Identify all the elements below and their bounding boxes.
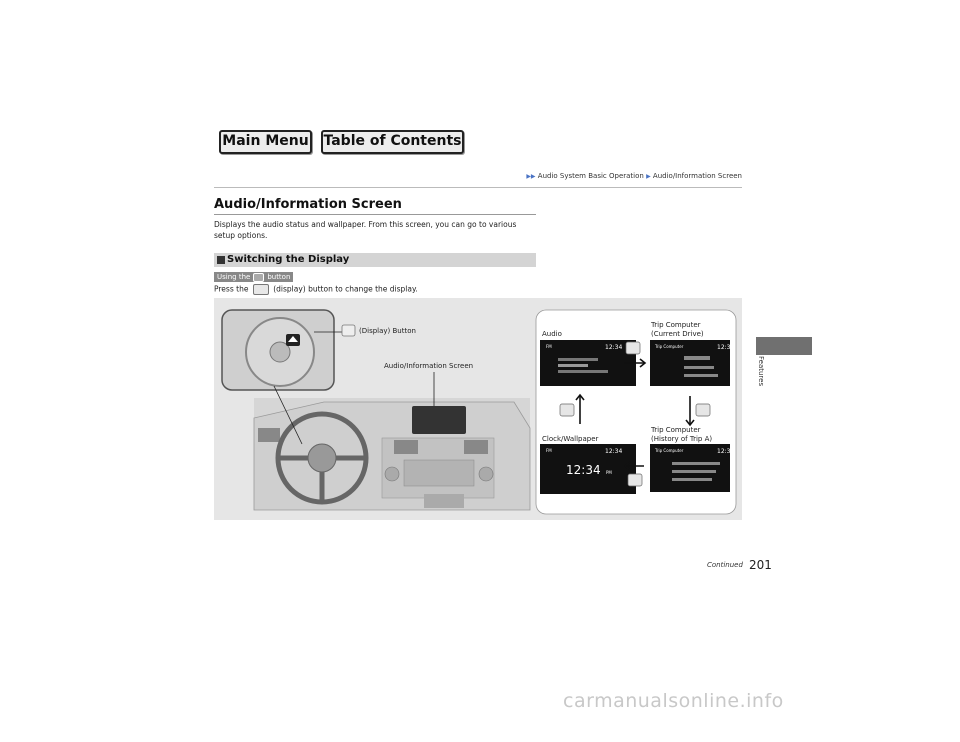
trip-history-time: 12:34 [717, 448, 735, 455]
audio-fm-label: FM [546, 344, 552, 349]
trip-current-label-2: (Current Drive) [651, 330, 704, 338]
breadcrumb-arrow-icon: ▶▶ [526, 173, 536, 180]
clock-wallpaper-label: Clock/Wallpaper [542, 435, 599, 443]
using-prefix: Using the [217, 273, 251, 281]
header-divider [214, 187, 742, 188]
breadcrumb-arrow-icon: ▶ [646, 173, 651, 180]
display-button-icon [696, 404, 710, 416]
features-tab[interactable] [756, 337, 812, 355]
steering-wheel-closeup [222, 310, 334, 390]
trip-current-label-1: Trip Computer [651, 321, 701, 329]
dashboard-drawing [254, 398, 530, 510]
table-of-contents-button[interactable]: Table of Contents [321, 130, 464, 154]
display-button-icon [253, 273, 264, 282]
trip-current-time: 12:34 [717, 344, 735, 351]
audio-info-screen-label: Audio/Information Screen [384, 362, 474, 370]
display-button-icon [253, 284, 269, 295]
clock-screen-time: 12:34 [605, 448, 623, 455]
section-heading [214, 253, 536, 267]
clock-big-time: 12:34 [566, 463, 601, 477]
title-underline [214, 214, 536, 215]
section-title: Switching the Display [227, 254, 350, 265]
audio-label: Audio [542, 330, 562, 338]
trip-history-header: Trip Computer [655, 448, 684, 453]
breadcrumb-item-audio-info[interactable]: Audio/Information Screen [652, 172, 742, 180]
press-instruction [214, 284, 418, 295]
press-before: Press the [214, 284, 249, 294]
dashboard-figure [214, 298, 742, 520]
display-button-icon [626, 342, 640, 354]
trip-history-label-2: (History of Trip A) [651, 435, 713, 443]
trip-history-label-1: Trip Computer [651, 426, 701, 434]
watermark: carmanualsonline.info [563, 690, 784, 712]
using-button-tag [214, 272, 293, 282]
page-title: Audio/Information Screen [214, 197, 402, 212]
continued-label: Continued [707, 561, 743, 569]
breadcrumb [526, 172, 742, 180]
press-after: (display) button to change the display. [273, 284, 418, 294]
audio-screen-time: 12:34 [605, 344, 623, 351]
clock-fm-label: FM [546, 448, 552, 453]
display-button-icon [560, 404, 574, 416]
dashboard-illustration [214, 298, 742, 520]
main-menu-button[interactable]: Main Menu [219, 130, 312, 154]
clock-ampm: PM [606, 470, 612, 475]
display-button-icon [342, 325, 355, 336]
using-suffix: button [267, 273, 291, 281]
intro-text: Displays the audio status and wallpaper. From this screen, you can go to various setup options. [214, 220, 517, 240]
features-tab-label: Features [757, 356, 765, 387]
section-bullet-icon [217, 256, 225, 264]
breadcrumb-item-basic-operation[interactable]: Audio System Basic Operation [537, 172, 644, 180]
display-button-icon [628, 474, 642, 486]
trip-current-header: Trip Computer [655, 344, 684, 349]
display-button-label: (Display) Button [359, 327, 416, 335]
page-number: 201 [749, 558, 772, 572]
